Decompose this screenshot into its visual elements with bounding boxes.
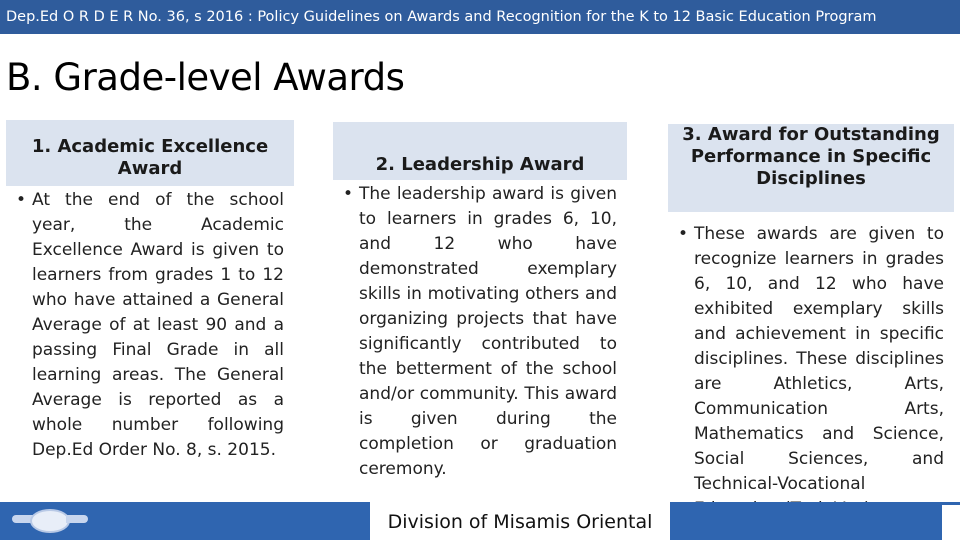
bullet-item: • These awards are given to recognize learners in grades 6, 10, and 12 who have exhibited exemplary skills and achievement in specific disciplines. These disciplines are Athletics, Arts, Communication Arts, Mathematics and Science, Social Sciences, and Technical-Vocational	[668, 222, 954, 522]
header-bar	[0, 0, 960, 34]
panel-title: 3. Award for Outstanding Performance in Specific Disciplines	[668, 124, 954, 212]
panel-title: 2. Leadership Award	[375, 154, 585, 175]
panel-title: 1. Academic Excellence Award	[6, 136, 294, 198]
bullet-item: • The leadership award is given to learners in grades 6, 10, and 12 who have demonstrated exemplary skills in motivating others and organizing projects that have significantly contributed to the betterment of the school and/or community. This award is given during the completion or graduation ceremony.	[333, 182, 627, 482]
winged-seal-icon	[30, 509, 70, 533]
header-title: Dep.Ed O R D E R No. 36, s 2016 : Policy Guidelines on Awards and Recognition for the K to 12 Basic Education Program	[6, 9, 877, 25]
slide-heading: B. Grade-level Awards	[6, 56, 405, 99]
panel-body	[668, 212, 954, 530]
panel-academic-excellence	[6, 120, 294, 502]
panel-body	[6, 186, 294, 502]
panel-leadership	[333, 122, 627, 502]
footer-edge	[942, 505, 960, 540]
panel-body	[333, 180, 627, 502]
winged-seal-icon	[66, 515, 88, 523]
bullet-item: • At the end of the school year, the Academic Excellence Award is given to learners from grades 1 to 12 who have attained a General Average of at least 90 and a passing Final Grade in all learning areas. The General Average is reported as a whole number following Dep.Ed Order No. 8, s. 2015.	[6, 188, 294, 463]
panel-specific-disciplines	[668, 110, 954, 530]
footer-label: Division of Misamis Oriental	[370, 502, 670, 540]
